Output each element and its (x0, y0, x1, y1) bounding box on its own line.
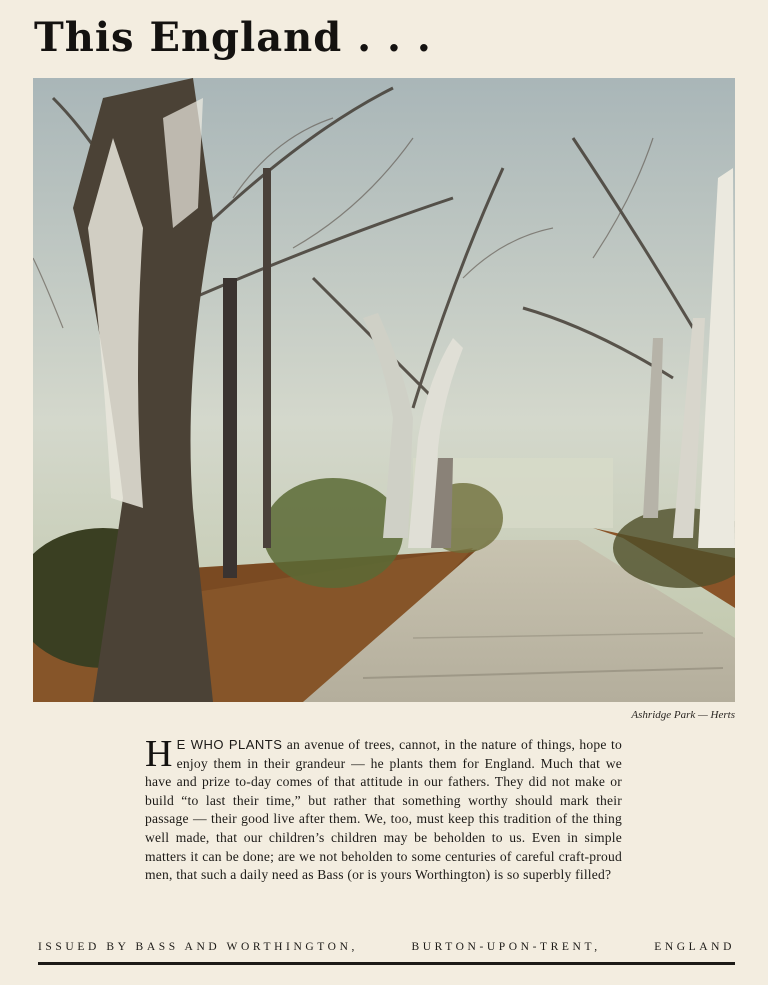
body-copy (145, 733, 622, 885)
footer-line (38, 941, 735, 953)
landscape-photo (33, 78, 735, 702)
photo-caption: Ashridge Park — Herts (631, 709, 735, 721)
footer-country: ENGLAND (654, 941, 735, 953)
headline: This England . . . (34, 14, 432, 61)
lead-in: E WHO PLANTS (176, 737, 283, 752)
footer-issuer: ISSUED BY BASS AND WORTHINGTON, (38, 941, 358, 953)
footer-rule (38, 962, 735, 965)
footer-place: BURTON-UPON-TRENT, (411, 941, 601, 953)
body-text: an avenue of trees, cannot, in the nature of things, hope to enjoy them in their grandeur — he plants them for England. Much that we have and prize to-day comes of that attitude in our fathers. They did not make or build “to last their time,” but rather that something worthy should mark their passage — their good live after them. We, too, must keep this tradition of the thing well made, that our children’s children may be beholden to us. Even in simple matters it can be done; are we not beholden to some centuries of careful craft-proud men, that such a daily need as Bass (or is yours Worthington) is so superbly filled? (145, 737, 622, 883)
drop-cap: H (145, 733, 173, 775)
